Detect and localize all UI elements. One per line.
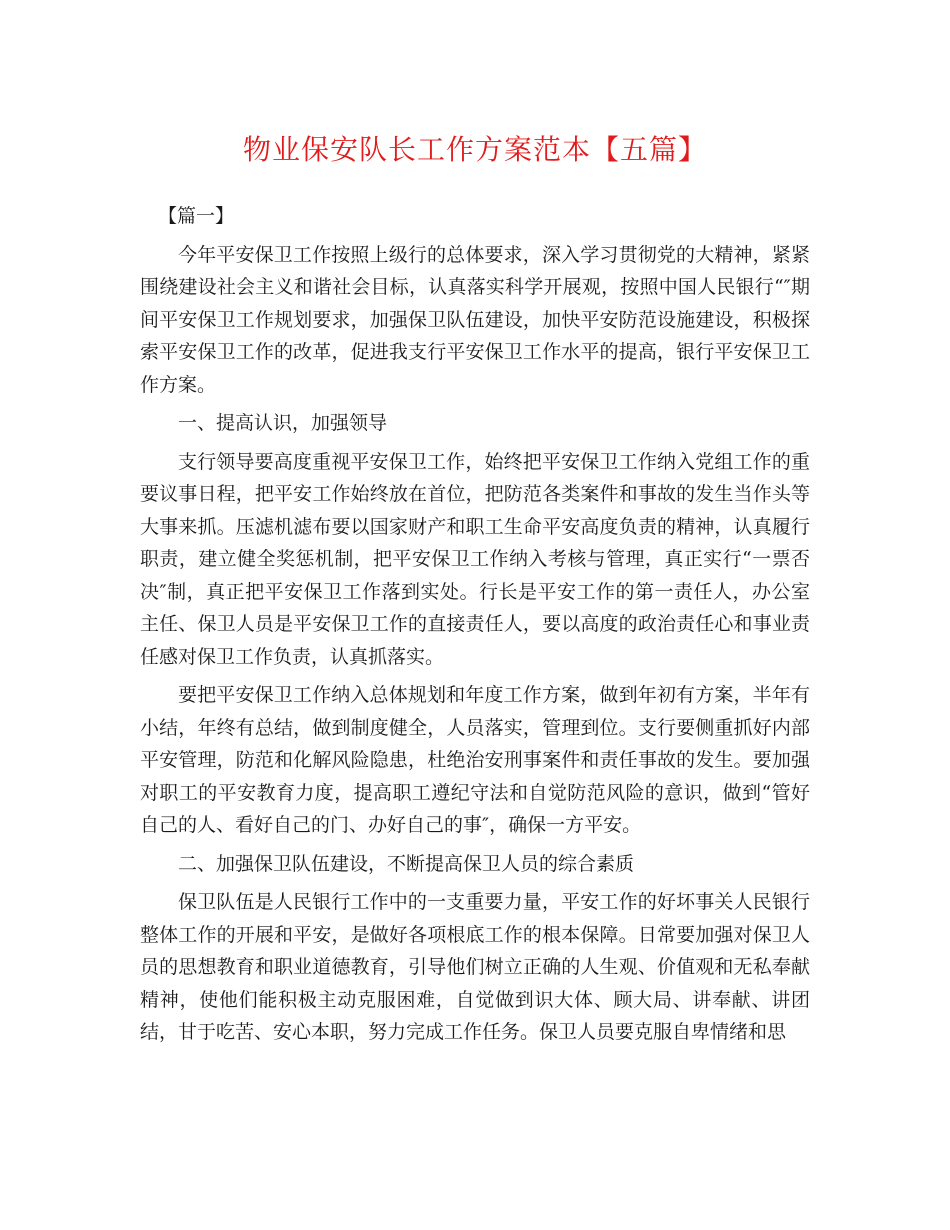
section-heading: 一、提高认识，加强领导: [178, 412, 388, 434]
paragraph: 保卫队伍是人民银行工作中的一支重要力量，平安工作的好坏事关人民银行整体工作的开展和平安，是做好各项根底工作的根本保障。日常要加强对保卫人员的思想教育和职业道德教育，引导他们树立正确的人生观、价值观和无私奉献精神，使他们能积极主动克服困难，自觉做到识大体、顾大局、讲奉献、讲团结，甘于吃苦、安心本职，努力完成工作任务。保卫人员要克服自卑情绪和思: [140, 891, 810, 1043]
section-heading: 二、加强保卫队伍建设，不断提高保卫人员的综合素质: [178, 852, 635, 875]
paragraph: 支行领导要高度重视平安保卫工作，始终把平安保卫工作纳入党组工作的重要议事日程，把平安工作始终放在首位，把防范各类案件和事故的发生当作头等大事来抓。压滤机滤布要以国家财产和职工生命平安高度负责的精神，认真履行职责，建立健全奖惩机制，把平安保卫工作纳入考核与管理，真正实行“一票否决″制，真正把平安保卫工作落到实处。行长是平安工作的第一责任人，办公室主任、保卫人员是平安保卫工作的直接责任人，要以高度的政治责任心和事业责任感对保卫工作负责，认真抓落实。: [140, 450, 810, 668]
section-label: 【篇一】: [158, 205, 235, 227]
paragraph: 要把平安保卫工作纳入总体规划和年度工作方案，做到年初有方案，半年有小结，年终有总结，做到制度健全，人员落实，管理到位。支行要侧重抓好内部平安管理，防范和化解风险隐患，杜绝治安刑事案件和责任事故的发生。要加强对职工的平安教育力度，提高职工遵纪守法和自觉防范风险的意识，做到“管好自己的人、看好自己的门、办好自己的事″，确保一方平安。: [140, 684, 810, 836]
document-title: 物业保安队长工作方案范本【五篇】: [242, 133, 707, 166]
document-body: [140, 200, 810, 1055]
paragraph: 今年平安保卫工作按照上级行的总体要求，深入学习贯彻党的大精神，紧紧围绕建设社会主义和谐社会目标，认真落实科学开展观，按照中国人民银行“″期间平安保卫工作规划要求，加强保卫队伍建设，加快平安防范设施建设，积极探索平安保卫工作的改革，促进我支行平安保卫工作水平的提高，银行平安保卫工作方案。: [140, 243, 810, 396]
